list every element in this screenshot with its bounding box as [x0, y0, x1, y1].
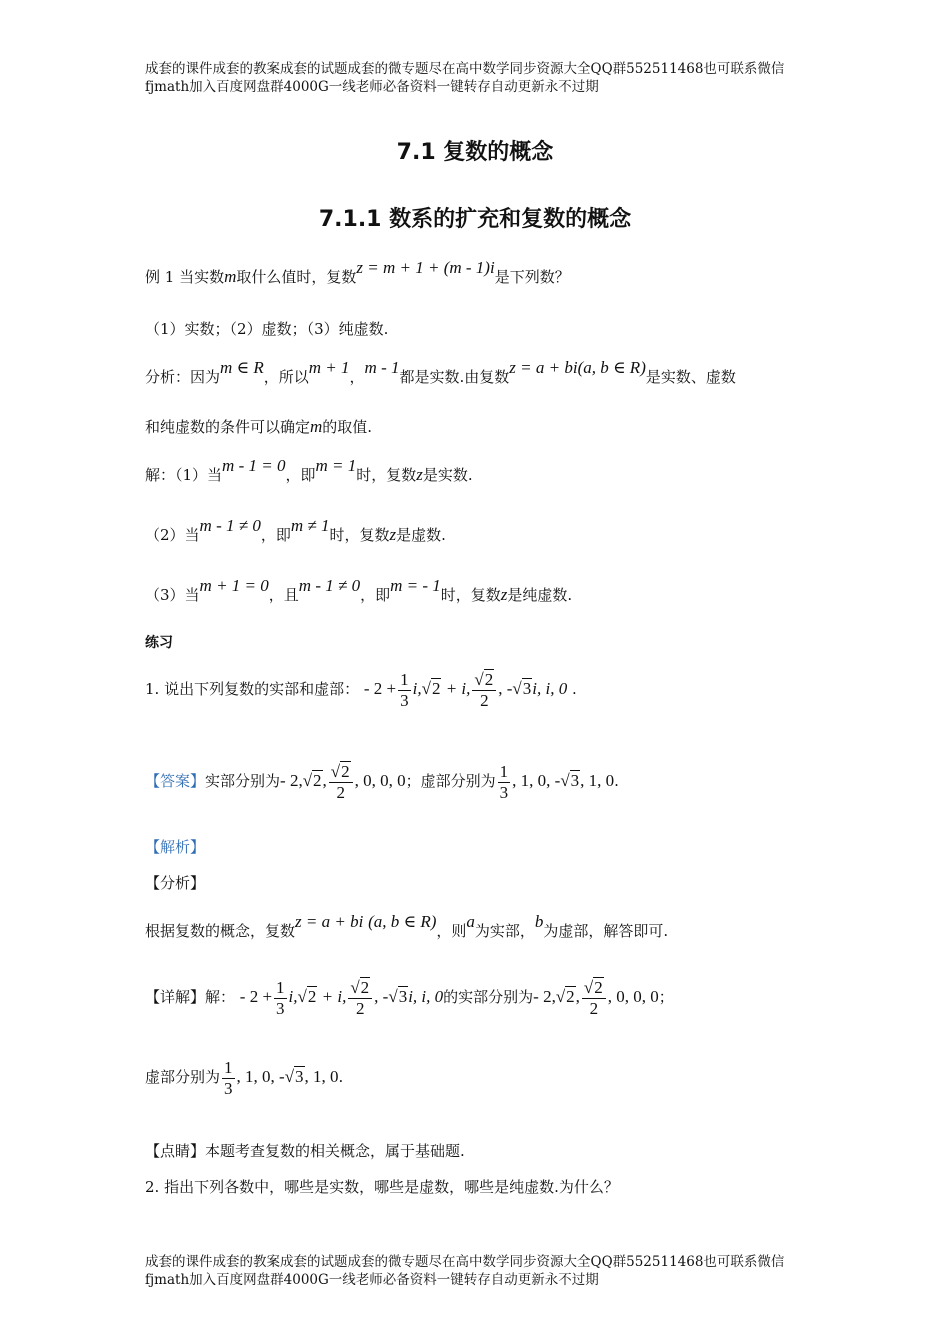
analysis-formula: m ∈ R: [220, 358, 264, 377]
solution-text: 时，复数: [356, 466, 417, 484]
subsection-title: 7.1.1 数系的扩充和复数的概念: [318, 207, 632, 232]
analysis-formula: z = a + bi(a, b ∈ R): [509, 358, 646, 377]
detail-text: 虚部分别为: [145, 1068, 221, 1086]
detail-tag: 【详解】解：: [145, 988, 236, 1006]
var-b: b: [534, 912, 544, 931]
denominator: 3: [224, 1078, 233, 1098]
expr-part: ,: [575, 987, 580, 1006]
sqrt-radicand: 3: [570, 771, 580, 790]
sqrt-radicand: 3: [295, 1067, 304, 1086]
sqrt-radicand: 2: [307, 987, 317, 1006]
example-text-1: 例 1 当实数: [145, 268, 225, 286]
expr-part: + i,: [445, 679, 471, 698]
denominator: 2: [589, 998, 599, 1018]
period: .: [614, 772, 619, 790]
sqrt-radicand: 2: [360, 977, 370, 997]
solution-text: ，即: [360, 586, 391, 604]
complex-list: - 2 + $\frac{1}{3}$ i,√2 + i, $\frac{√2}{2}$ , -√3i, i, 0: [363, 669, 568, 710]
example-text-2: 取什么值时，复数: [236, 268, 357, 286]
complex-list: - 2 + $\frac{1}{3}$ i,√2 + i, $\frac{√2}{2}$ , -√3i, i, 0: [239, 977, 444, 1018]
expr-part: i,: [412, 679, 422, 698]
solution-formula: m - 1 ≠ 0: [199, 516, 261, 535]
sqrt-radicand: 2: [341, 761, 350, 781]
dianjing-text: 本题考查复数的相关概念，属于基础题.: [205, 1142, 465, 1160]
solution-text: 是实数.: [422, 466, 473, 484]
fenxi-formula: z = a + bi: [295, 912, 364, 931]
fraction-one-third: [398, 670, 411, 711]
answer-text: ；虚部分别为: [405, 772, 496, 790]
solution-formula: m = 1: [315, 456, 357, 475]
page-footer: 成套的课件成套的教案成套的试题成套的微专题尽在高中数学同步资源大全QQ群552511468也可联系微信fjmath加入百度网盘群4000G一线老师必备资料一键转存自动更新永不过期: [145, 1254, 785, 1288]
var-m: m: [310, 417, 323, 436]
period: .: [572, 680, 577, 698]
denominator: 3: [499, 782, 509, 802]
var-z: z: [416, 465, 423, 484]
detail-line-1: [145, 972, 674, 1022]
real-parts: - 2,√2, $\frac{√2}{2}$ , 0, 0, 0: [280, 761, 406, 802]
fraction-sqrt2-over-2: $\frac{√2}{2}$: [348, 978, 372, 1019]
sqrt-radicand: 2: [594, 977, 603, 997]
analysis-text: 和纯虚数的条件可以确定: [145, 418, 311, 436]
detail-line-2: [145, 1052, 343, 1102]
solution-1: [145, 456, 473, 485]
fenxi-part: 为虚部，解答即可.: [543, 922, 669, 940]
solution-text: 时，复数: [440, 586, 501, 604]
sqrt-radicand: 2: [431, 679, 441, 698]
solution-formula: m - 1 ≠ 0: [298, 576, 361, 595]
analysis-text: ，: [349, 368, 365, 386]
answer-line: [145, 756, 619, 806]
solution-formula: m - 1 = 0: [222, 456, 286, 475]
jiexi-tag: 【解析】: [145, 838, 206, 856]
answer-tag: 【答案】: [145, 772, 206, 790]
fenxi-part: ，则: [436, 922, 467, 940]
sqrt-radicand: 2: [484, 669, 494, 689]
dianjing-tag: 【点睛】: [145, 1142, 206, 1160]
solution-3: [145, 576, 573, 605]
analysis-line-1: [145, 358, 736, 387]
solution-text: （3）当: [145, 586, 200, 604]
real-parts: - 2,√2, $\frac{√2}{2}$ , 0, 0, 0: [533, 977, 659, 1018]
question-label: 1. 说出下列复数的实部和虚部：: [145, 680, 360, 698]
fenxi-tag: 【分析】: [145, 874, 206, 892]
fraction-one-third: [222, 1058, 235, 1099]
dianjing-line: [145, 1140, 465, 1161]
expr-part: , 1, 0: [304, 1067, 339, 1086]
expr-part: , -: [374, 987, 389, 1006]
denominator: 2: [356, 998, 365, 1018]
denominator: 2: [336, 782, 345, 802]
expr-part: , 1, 0: [580, 771, 615, 790]
fenxi-part: 为实部，: [474, 922, 535, 940]
expr-part: i,: [288, 987, 298, 1006]
numerator: 1: [400, 669, 409, 689]
page-header: 成套的课件成套的教案成套的试题成套的微专题尽在高中数学同步资源大全QQ群552511468也可联系微信fjmath加入百度网盘群4000G一线老师必备资料一键转存自动更新永不过期: [145, 61, 785, 95]
expr-part: , 0, 0, 0: [607, 987, 659, 1006]
expr-part: - 2,: [280, 771, 303, 790]
expr-part: - 2 +: [239, 987, 273, 1006]
expr-part: i, i, 0: [408, 987, 444, 1006]
fraction-sqrt2-over-2: $\frac{√2}{2}$: [582, 978, 606, 1019]
imag-parts: $\frac{1}{3}$ , 1, 0, -√3, 1, 0: [224, 1057, 339, 1098]
answer-text: 实部分别为: [205, 772, 281, 790]
fenxi-formula: (a, b ∈ R): [368, 912, 437, 931]
analysis-text: 是实数、虚数: [645, 368, 736, 386]
imag-parts: $\frac{1}{3}$ , 1, 0, -√3, 1, 0: [499, 761, 615, 802]
solution-formula: m ≠ 1: [290, 516, 330, 535]
analysis-formula: m + 1: [308, 358, 350, 377]
example-formula: z = m + 1 + (m - 1)i: [356, 258, 495, 277]
numerator: 1: [276, 977, 285, 997]
solution-formula: m = - 1: [390, 576, 441, 595]
expr-part: + i,: [321, 987, 347, 1006]
solution-2: [145, 516, 446, 545]
analysis-formula: m - 1: [364, 358, 400, 377]
solution-text: ，即: [260, 526, 291, 544]
analysis-line-2: [145, 416, 372, 437]
solution-text: 解：（1）当: [145, 466, 223, 484]
fraction-sqrt2-over-2: $\frac{√2}{2}$: [472, 670, 496, 711]
sqrt-radicand: 2: [313, 771, 322, 790]
var-m: m: [224, 267, 237, 286]
question-1: [145, 664, 577, 714]
solution-formula: m + 1 = 0: [199, 576, 269, 595]
sqrt-radicand: 3: [522, 679, 532, 698]
question-2: 2. 指出下列各数中，哪些是实数，哪些是虚数，哪些是纯虚数.为什么？: [145, 1178, 619, 1196]
expr-part: , 1, 0, -: [236, 1067, 285, 1086]
section-title: 7.1 复数的概念: [396, 140, 554, 165]
period: .: [338, 1068, 344, 1086]
var-z: z: [389, 525, 397, 544]
expr-part: , 0, 0, 0: [354, 771, 406, 790]
denominator: 2: [480, 690, 489, 710]
fenxi-text: [145, 912, 669, 941]
solution-text: ，即: [285, 466, 316, 484]
var-a: a: [466, 912, 475, 931]
example-questions: （1）实数；（2）虚数；（3）纯虚数.: [145, 320, 389, 338]
fraction-one-third: [498, 762, 511, 803]
detail-text: ；: [658, 988, 674, 1006]
fraction-one-third: [274, 978, 287, 1019]
practice-heading: 练习: [145, 635, 173, 651]
numerator: 1: [224, 1057, 233, 1077]
analysis-text: 分析：因为: [145, 368, 221, 386]
expr-part: , 1, 0, -: [512, 771, 561, 790]
example-1: [145, 258, 570, 287]
expr-part: - 2 +: [363, 679, 397, 698]
expr-part: ,: [322, 771, 327, 790]
solution-text: 是虚数.: [396, 526, 446, 544]
detail-text: 的实部分别为: [443, 988, 534, 1006]
analysis-text: 都是实数.由复数: [399, 368, 510, 386]
example-text-3: 是下列数？: [494, 268, 570, 286]
expr-part: - 2,: [533, 987, 556, 1006]
solution-text: ，且: [268, 586, 299, 604]
expr-part: i, i, 0: [532, 679, 568, 698]
sqrt-radicand: 2: [566, 987, 575, 1006]
analysis-text: 的取值.: [322, 418, 373, 436]
var-z: z: [500, 585, 508, 604]
solution-text: 是纯虚数.: [507, 586, 573, 604]
denominator: 3: [400, 690, 409, 710]
fraction-sqrt2-over-2: $\frac{√2}{2}$: [329, 762, 353, 803]
denominator: 3: [276, 998, 285, 1018]
analysis-text: ，所以: [263, 368, 309, 386]
solution-text: （2）当: [145, 526, 200, 544]
sqrt-radicand: 3: [398, 987, 408, 1006]
solution-text: 时，复数: [329, 526, 390, 544]
expr-part: , -: [498, 679, 513, 698]
fenxi-part: 根据复数的概念，复数: [145, 922, 296, 940]
numerator: 1: [499, 761, 509, 781]
